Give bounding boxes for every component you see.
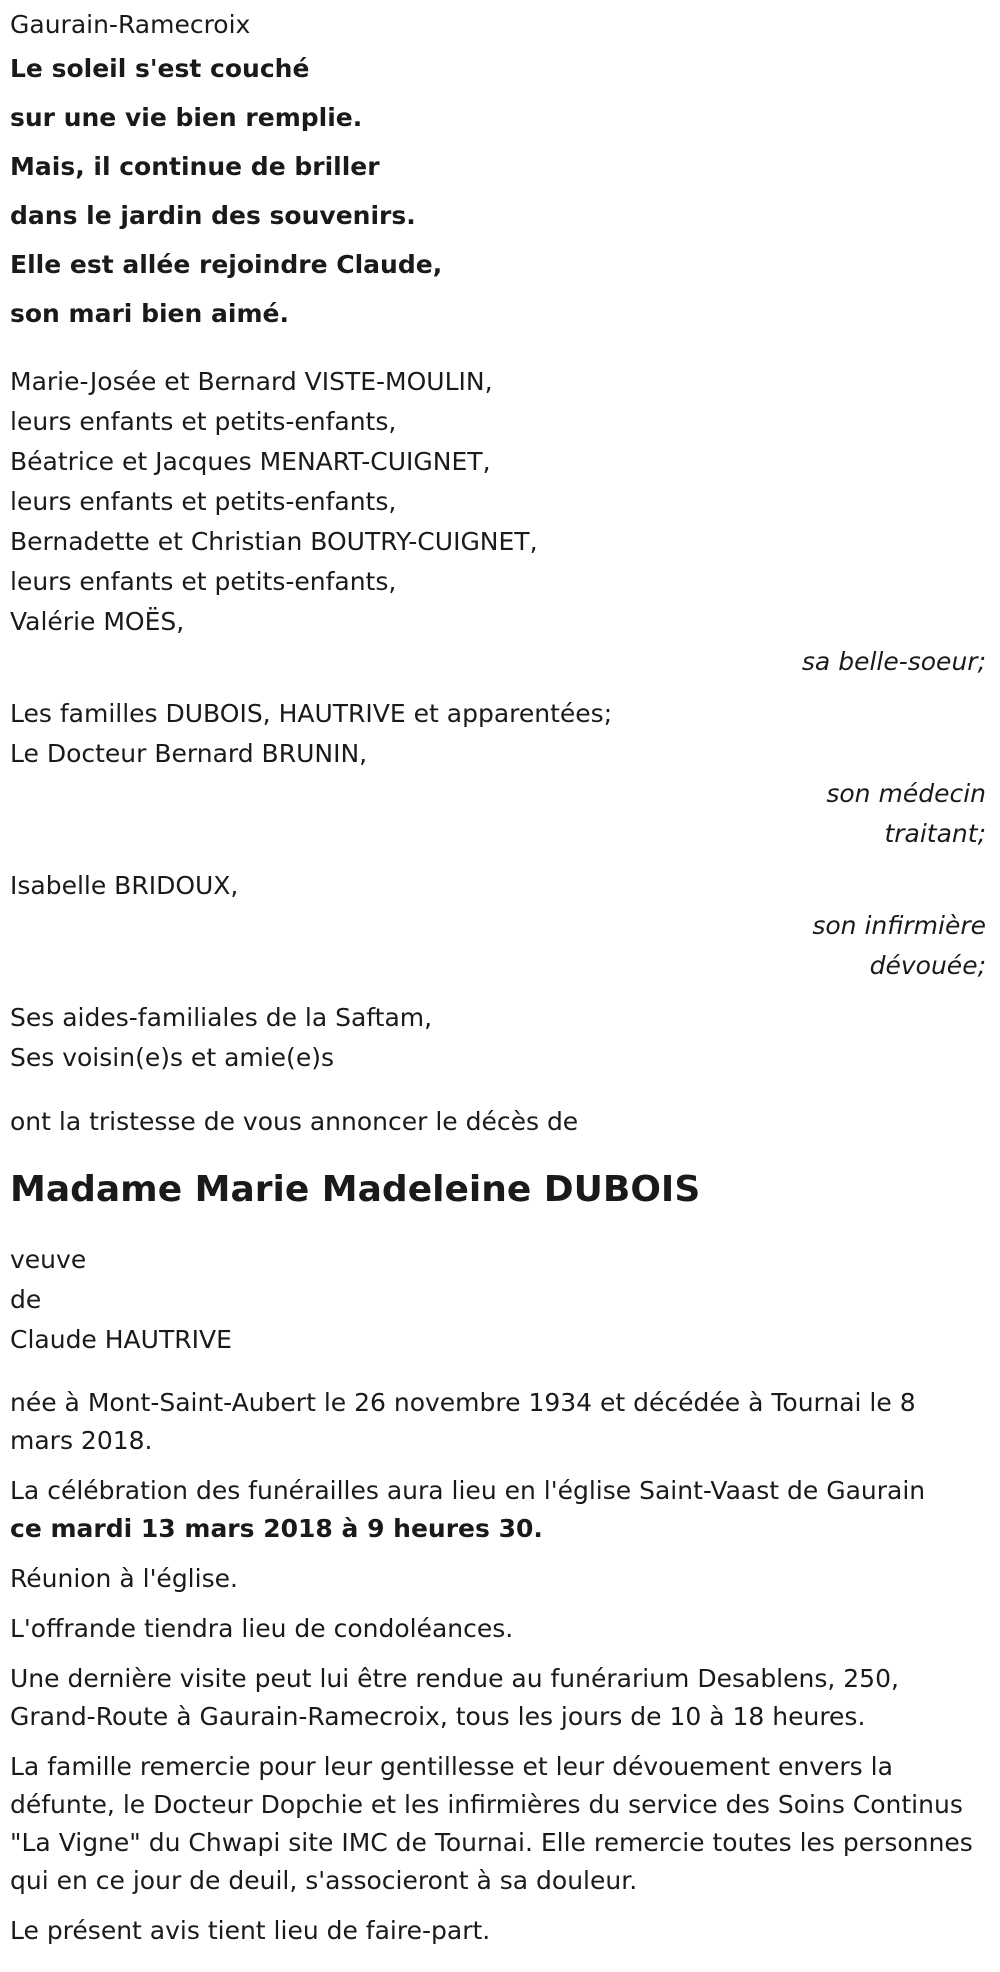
poem-line: sur une vie bien remplie. [10,103,363,132]
poem-line: dans le jardin des souvenirs. [10,201,416,230]
poem-line: Le soleil s'est couché [10,54,310,83]
role-belle-soeur: sa belle-soeur; [801,647,986,676]
family-member: leurs enfants et petits-enfants, [10,567,397,596]
family-member: leurs enfants et petits-enfants, [10,487,397,516]
family-member: Marie-Josée et Bernard VISTE-MOULIN, [10,367,493,396]
birth-death: née à Mont-Saint-Aubert le 26 novembre 1934 et décédée à Tournai le 8 mars 2018. [10,1388,916,1455]
poem-line: Elle est allée rejoindre Claude, [10,250,443,279]
deceased-name: Madame Marie Madeleine DUBOIS [10,1169,701,1210]
role-infirmiere: dévouée; [869,951,986,980]
families-line: Les familles DUBOIS, HAUTRIVE et apparentées; [10,699,613,728]
ceremony-text: La célébration des funérailles aura lieu en l'église Saint-Vaast de Gaurain [10,1476,926,1505]
role-medecin: son médecin [826,779,986,808]
faire-part: Le présent avis tient lieu de faire-part. [10,1916,491,1945]
poem-line: Mais, il continue de briller [10,152,380,181]
ceremony [10,1472,986,1548]
family-member: leurs enfants et petits-enfants, [10,407,397,436]
family-member: Béatrice et Jacques MENART-CUIGNET, [10,447,491,476]
widow-line: veuve [10,1245,87,1274]
visit: Une dernière visite peut lui être rendue au funérarium Desablens, 250, Grand-Route à Gaurain-Ramecroix, tous les jours de 10 à 18 heures. [10,1664,899,1731]
widow-line: de [10,1285,42,1314]
offrande: L'offrande tiendra lieu de condoléances. [10,1614,514,1643]
helpers-line: Ses aides-familiales de la Saftam, [10,1003,433,1032]
family-list [10,362,986,642]
poem [10,44,986,338]
doctor: Le Docteur Bernard BRUNIN, [10,739,368,768]
announce: ont la tristesse de vous annoncer le décès de [10,1107,579,1136]
helpers-line: Ses voisin(e)s et amie(e)s [10,1043,334,1072]
ceremony-date: ce mardi 13 mars 2018 à 9 heures 30. [10,1514,543,1543]
role-medecin: traitant; [884,819,986,848]
widow-line: Claude HAUTRIVE [10,1325,232,1354]
location: Gaurain-Ramecroix [10,10,251,39]
poem-line: son mari bien aimé. [10,299,289,328]
reunion: Réunion à l'église. [10,1564,238,1593]
thanks: La famille remercie pour leur gentillesse et leur dévouement envers la défunte, le Docteur Dopchie et les infirmières du service des Soins Continus "La Vigne" du Chwapi site IMC de Tournai. Elle remercie toutes les personnes qui en ce jour de deuil, s'associeront à sa douleur. [10,1752,973,1895]
family-member: Valérie MOËS, [10,607,185,636]
nurse: Isabelle BRIDOUX, [10,871,239,900]
family-member: Bernadette et Christian BOUTRY-CUIGNET, [10,527,538,556]
role-infirmiere: son infirmière [812,911,986,940]
